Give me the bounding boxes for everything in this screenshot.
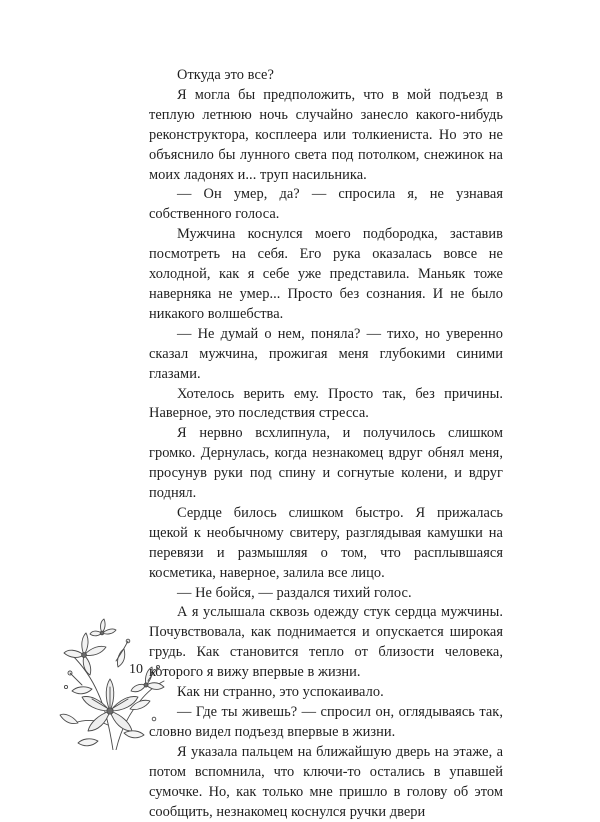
paragraph: — Не думай о нем, поняла? — тихо, но уверенно сказал мужчина, прожигая меня глубокими синими глазами. [149, 325, 503, 382]
paragraph: — Где ты живешь? — спросил он, оглядываясь так, словно видел подъезд впервые в жизни. [149, 704, 503, 740]
paragraph: Я могла бы предположить, что в мой подъезд в теплую летнюю ночь случайно занесло какого-нибудь реконструктора, косплеера или толкиениста. Но это не объяснило бы лунного света под потолком, снежинок на моих ладонях и... труп насильника. [149, 86, 503, 183]
paragraph: Я указала пальцем на ближайшую дверь на этаже, а потом вспомнила, что ключи-то остались в упавшей сумочке. Но, как только мне пришло в голову об этом сообщить, незнакомец коснулся ручки двери [149, 743, 503, 820]
paragraph: А я услышала сквозь одежду стук сердца мужчины. Почувствовала, как поднимается и опускается широкая грудь. Как становится тепло от близости человека, которого я вижу впервые в жизни. [149, 604, 503, 681]
body-text [149, 66, 503, 822]
paragraph: Хотелось верить ему. Просто так, без причины. Наверное, это последствия стресса. [149, 385, 503, 422]
paragraph: Я нервно всхлипнула, и получилось слишком громко. Дернулась, когда незнакомец вдруг обнял меня, просунув руки под спину и согнутые колени, и вдруг поднял. [149, 425, 503, 502]
paragraph: Сердце билось слишком быстро. Я прижалась щекой к необычному свитеру, разглядывая камушки на перевязи и размышляя о том, что расплывшаяся косметика, наверное, залила все лицо. [149, 504, 503, 581]
paragraph: Мужчина коснулся моего подбородка, заставив посмотреть на себя. Его рука оказалась вовсе не холодной, как я себе уже представила. Маньяк тоже наверняка не умер... Просто без сознания. И не было никакого волшебства. [149, 226, 503, 322]
paragraph: Как ни странно, это успокаивало. [177, 684, 384, 701]
paragraph: Откуда это все? [177, 67, 274, 83]
page-number: 10 [129, 662, 143, 677]
paragraph: — Он умер, да? — спросила я, не узнавая собственного голоса. [149, 186, 503, 223]
paragraph: — Не бойся, — раздался тихий голос. [177, 584, 412, 601]
